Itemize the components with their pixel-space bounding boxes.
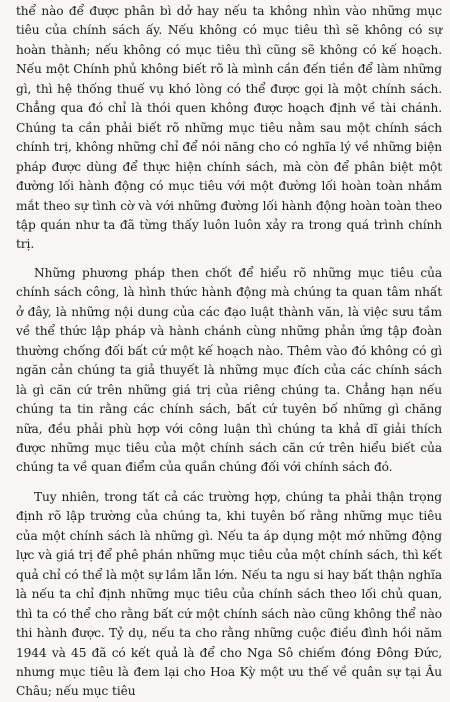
paragraph-3: Tuy nhiên, trong tất cả các trường hợp, chúng ta phải thận trọng định rõ lập trường của chúng ta, khi tuyên bố rằng những mục tiêu của một chính sách là những gì. Nếu ta áp dụng một mớ những động lực và giá trị để phê phán những mục tiêu của một chính sách, thì kết quả chỉ có thể là một sự lầm lẫn lớn. Nếu ta ngu si hay bất thận nghĩa là nếu ta chỉ định những mục tiêu của chính sách theo lối chủ quan, thì ta có thể cho rằng bất cứ một chính sách nào cũng không thể nào thi hành được. Tỷ dụ, nếu ta cho rằng những cuộc điều đình hồi năm 1944 và 45 đã có kết quả là để cho Nga Sô chiếm đóng Đông Đức, nhưng mục tiêu là đem lại cho Hoa Kỳ một ưu thế về quân sự tại Âu Châu; nếu mục tiêu [16,489,442,699]
paragraph-2: Những phương pháp then chốt để hiểu rõ những mục tiêu của chính sách công, là hình thức hành động mà chúng ta quan tâm nhất ở đây, là những nội dung của các đạo luật thành văn, là việc sưu tầm về thể thức lập pháp và hành chánh cùng những phản ứng tập đoàn thường chống đối bất cứ một kế hoạch nào. Thêm vào đó không có gì ngăn cản chúng ta giả thuyết là những mục đích của các chính sách là gì căn cứ trên những giá trị của riêng chúng ta. Chẳng hạn nếu chúng ta tin rằng các chính sách, bất cứ tuyên bố những gì chăng nữa, đều phải phù hợp với công luận thì chúng ta khả dĩ giải thích được những mục tiêu của một chính sách căn cứ trên hiểu biết của chúng ta về quan điểm của quần chúng đối với chính sách đó. [16,265,442,475]
paragraph-1: thể nào để được phân bì dở hay nếu ta không nhìn vào những mục tiêu của chính sách ấy. Nếu không có mục tiêu thì sẽ không có sự hoàn thành; nếu không có mục tiêu thì cũng sẽ không có kế hoạch. Nếu một Chính phủ không biết rõ là mình cần đến tiền để làm những gì, thì hệ thống thuế vụ khó lòng có thể được gọi là một chính sách. Chẳng qua đó chỉ là thói quen không được hoạch định về tài chánh. Chúng ta cần phải biết rõ những mục tiêu nằm sau một chính sách chính trị, không những chỉ để nói năng cho có nghĩa lý về những biện pháp được dùng để thực hiện chính sách, mà còn để phân biệt một đường lối hành động có mục tiêu với một đường lối hoàn toàn nhắm mắt theo sự tình cờ và với những đường lối hành động hoàn toàn theo tập quán như ta đã từng thấy luôn luôn xảy ra trong quá trình chính trị. [16,4,442,252]
